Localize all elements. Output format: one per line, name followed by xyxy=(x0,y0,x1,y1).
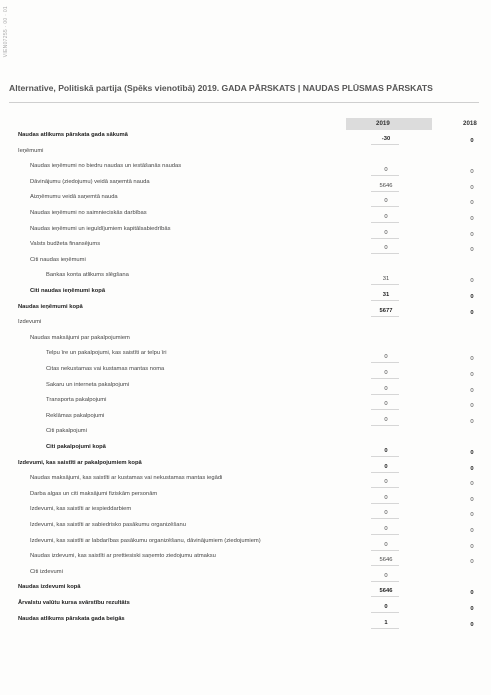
value-2019: 0 xyxy=(384,479,388,486)
value-underline xyxy=(371,518,399,519)
row-label: Izdevumi, kas saistīti ar iespieddarbiem xyxy=(30,506,132,513)
table-row xyxy=(0,163,491,175)
row-label: Citas nekustamas vai kustamas mantas noma xyxy=(46,366,165,372)
value-2019: 0 xyxy=(384,167,388,174)
value-2019: 0 xyxy=(384,385,388,392)
value-2019: 0 xyxy=(384,494,388,501)
value-underline xyxy=(371,628,399,629)
value-underline xyxy=(371,300,399,301)
value-underline xyxy=(371,362,399,363)
value-2018: 0 xyxy=(470,247,474,254)
row-label: Naudas ieņēmumi un ieguldījumiem kapitālsabiedrībās xyxy=(30,225,171,232)
row-label: Aizņēmumu veidā saņemtā nauda xyxy=(30,194,118,201)
row-label: Naudas izdevumi, kas saistīti ar prettiesiski saņemto ziedojumu atmaksu xyxy=(30,553,216,560)
value-2018: 0 xyxy=(470,543,474,550)
page-stamp: VIEN07255 · 00 · 01 xyxy=(3,6,9,58)
row-label: Naudas ieņēmumi no saimnieciskās darbības xyxy=(30,210,147,216)
value-2018: 0 xyxy=(470,606,474,612)
column-header-2019: 2019 xyxy=(376,120,390,127)
column-header-2018: 2018 xyxy=(463,120,477,127)
table-row xyxy=(0,444,491,456)
row-label: Citi pakalpojumi kopā xyxy=(46,444,106,450)
value-underline xyxy=(371,238,399,239)
value-2019: 0 xyxy=(384,510,388,517)
row-label: Reklāmas pakalpojumi xyxy=(46,412,105,419)
table-row xyxy=(0,569,491,581)
value-2018: 0 xyxy=(470,278,474,285)
value-2019: 0 xyxy=(384,463,388,470)
value-underline xyxy=(371,596,399,597)
value-2019: 0 xyxy=(384,245,388,252)
table-row xyxy=(0,616,491,628)
value-2018: 0 xyxy=(470,200,474,207)
value-2019: 0 xyxy=(384,541,388,548)
value-underline xyxy=(371,394,399,395)
value-underline xyxy=(371,175,399,176)
table-row xyxy=(0,584,491,596)
value-2018: 0 xyxy=(470,138,474,144)
row-label: Bankas konta atlikums slēgšana xyxy=(46,272,129,279)
value-2019: 0 xyxy=(384,416,388,423)
row-label: Sakaru un interneta pakalpojumi xyxy=(46,381,130,388)
row-label: Naudas atlikums pārskata gada beigās xyxy=(18,615,125,622)
value-2019: 0 xyxy=(384,354,388,361)
value-underline xyxy=(371,565,399,566)
table-row xyxy=(0,522,491,534)
table-row xyxy=(0,491,491,503)
value-2019: 0 xyxy=(384,448,388,454)
row-label: Dāvinājumu (ziedojumu) veidā saņemtā nauda xyxy=(30,178,150,185)
value-2019: 1 xyxy=(384,619,388,626)
value-2019: 0 xyxy=(384,604,388,610)
table-row xyxy=(0,304,491,316)
value-underline xyxy=(371,472,399,473)
table-row xyxy=(0,460,491,472)
row-label: Valsts budžeta finansējums xyxy=(30,241,101,248)
row-label: Naudas maksājumi par pakalpojumiem xyxy=(30,334,130,341)
title-divider xyxy=(9,102,479,103)
value-2018: 0 xyxy=(470,231,474,238)
table-row xyxy=(0,428,491,440)
row-label: Naudas maksājumi, kas saistīti ar kustamas vai nekustamas mantas iegādi xyxy=(30,475,223,482)
table-row xyxy=(0,241,491,253)
table-row xyxy=(0,475,491,487)
value-underline xyxy=(371,253,399,254)
value-2019: -30 xyxy=(381,136,391,142)
value-2018: 0 xyxy=(470,216,474,222)
value-2019: 5646 xyxy=(379,588,393,595)
row-label: Ārvalstu valūtu kursa svārstību rezultāts xyxy=(18,600,130,606)
value-underline xyxy=(371,456,399,457)
table-row xyxy=(0,179,491,191)
row-label: Citi pakalpojumi xyxy=(46,428,87,435)
value-2018: 0 xyxy=(470,450,474,456)
value-2019: 0 xyxy=(384,229,388,236)
value-2018: 0 xyxy=(470,356,474,363)
table-row xyxy=(0,288,491,300)
row-label: Darba algas un citi maksājumi fiziskām personām xyxy=(30,490,158,497)
row-label: Citi naudas ieņēmumi kopā xyxy=(30,288,106,294)
table-row xyxy=(0,335,491,347)
value-underline xyxy=(371,612,399,613)
row-label: Citi naudas ieņēmumi xyxy=(30,256,86,263)
row-label: Citi izdevumi xyxy=(30,568,63,575)
value-underline xyxy=(371,206,399,207)
table-row xyxy=(0,319,491,331)
value-underline xyxy=(371,222,399,223)
table-row xyxy=(0,210,491,222)
row-label: Naudas ieņēmumi no biedru naudas un iestāšanās naudas xyxy=(30,163,182,170)
report-title: Alternative, Politiskā partija (Spēks vienotībā) 2019. GADA PĀRSKATS | NAUDAS PLŪSMAS PĀRSKATS xyxy=(9,83,433,93)
row-label: Izdevumi xyxy=(18,319,42,326)
row-label: Izdevumi, kas saistīti ar labdarības pasākumu organizēšanu, dāvinājumiem (ziedojumiem) xyxy=(30,537,261,544)
value-2018: 0 xyxy=(470,496,474,503)
value-2019: 0 xyxy=(384,526,388,532)
value-2018: 0 xyxy=(470,621,474,628)
value-2018: 0 xyxy=(470,465,474,472)
table-row xyxy=(0,350,491,362)
value-underline xyxy=(371,284,399,285)
table-row xyxy=(0,194,491,206)
table-row xyxy=(0,272,491,284)
value-2018: 0 xyxy=(470,528,474,534)
value-underline xyxy=(371,487,399,488)
value-2019: 5677 xyxy=(379,307,393,314)
row-label: Transporta pakalpojumi xyxy=(46,397,107,404)
value-2019: 0 xyxy=(384,214,388,220)
value-underline xyxy=(371,534,399,535)
table-row xyxy=(0,553,491,565)
row-label: Telpu īre un pakalpojumi, kas saistīti ar telpu īri xyxy=(46,350,167,357)
value-underline xyxy=(371,191,399,192)
row-label: Izdevumi, kas saistīti ar pakalpojumiem kopā xyxy=(18,459,142,466)
value-2019: 5646 xyxy=(379,182,393,189)
table-row xyxy=(0,397,491,409)
value-2018: 0 xyxy=(470,559,474,566)
table-row xyxy=(0,148,491,160)
table-row xyxy=(0,257,491,269)
value-2019: 0 xyxy=(384,572,388,579)
table-row xyxy=(0,226,491,238)
table-row xyxy=(0,506,491,518)
value-underline xyxy=(371,316,399,317)
value-underline xyxy=(371,425,399,426)
value-2018: 0 xyxy=(470,184,474,191)
table-row xyxy=(0,413,491,425)
value-underline xyxy=(371,503,399,504)
row-label: Izdevumi, kas saistīti ar sabiedrisko pasākumu organizēšanu xyxy=(30,522,186,528)
value-2018: 0 xyxy=(470,418,474,425)
row-label: Naudas ieņēmumi kopā xyxy=(18,303,83,310)
value-2018: 0 xyxy=(470,481,474,488)
value-underline xyxy=(371,378,399,379)
value-2018: 0 xyxy=(470,387,474,394)
value-underline xyxy=(371,550,399,551)
value-2019: 0 xyxy=(384,198,388,205)
table-row xyxy=(0,132,491,144)
table-row xyxy=(0,600,491,612)
value-underline xyxy=(371,581,399,582)
value-underline xyxy=(371,409,399,410)
row-label: Naudas izdevumi kopā xyxy=(18,584,81,591)
value-2018: 0 xyxy=(470,294,474,300)
value-2019: 0 xyxy=(384,401,388,408)
table-row xyxy=(0,382,491,394)
row-label: Naudas atlikums pārskata gada sākumā xyxy=(18,132,128,138)
table-row xyxy=(0,538,491,550)
value-2019: 5646 xyxy=(379,557,393,564)
value-2018: 0 xyxy=(470,590,474,597)
value-2018: 0 xyxy=(470,403,474,410)
row-label: Ieņēmumi xyxy=(18,147,44,154)
value-2019: 31 xyxy=(382,276,390,283)
value-underline xyxy=(371,144,399,145)
value-2018: 0 xyxy=(470,512,474,519)
value-2018: 0 xyxy=(470,309,474,316)
value-2018: 0 xyxy=(470,372,474,378)
value-2019: 31 xyxy=(382,292,390,298)
value-2019: 0 xyxy=(384,370,388,376)
value-2018: 0 xyxy=(470,169,474,176)
table-row xyxy=(0,366,491,378)
